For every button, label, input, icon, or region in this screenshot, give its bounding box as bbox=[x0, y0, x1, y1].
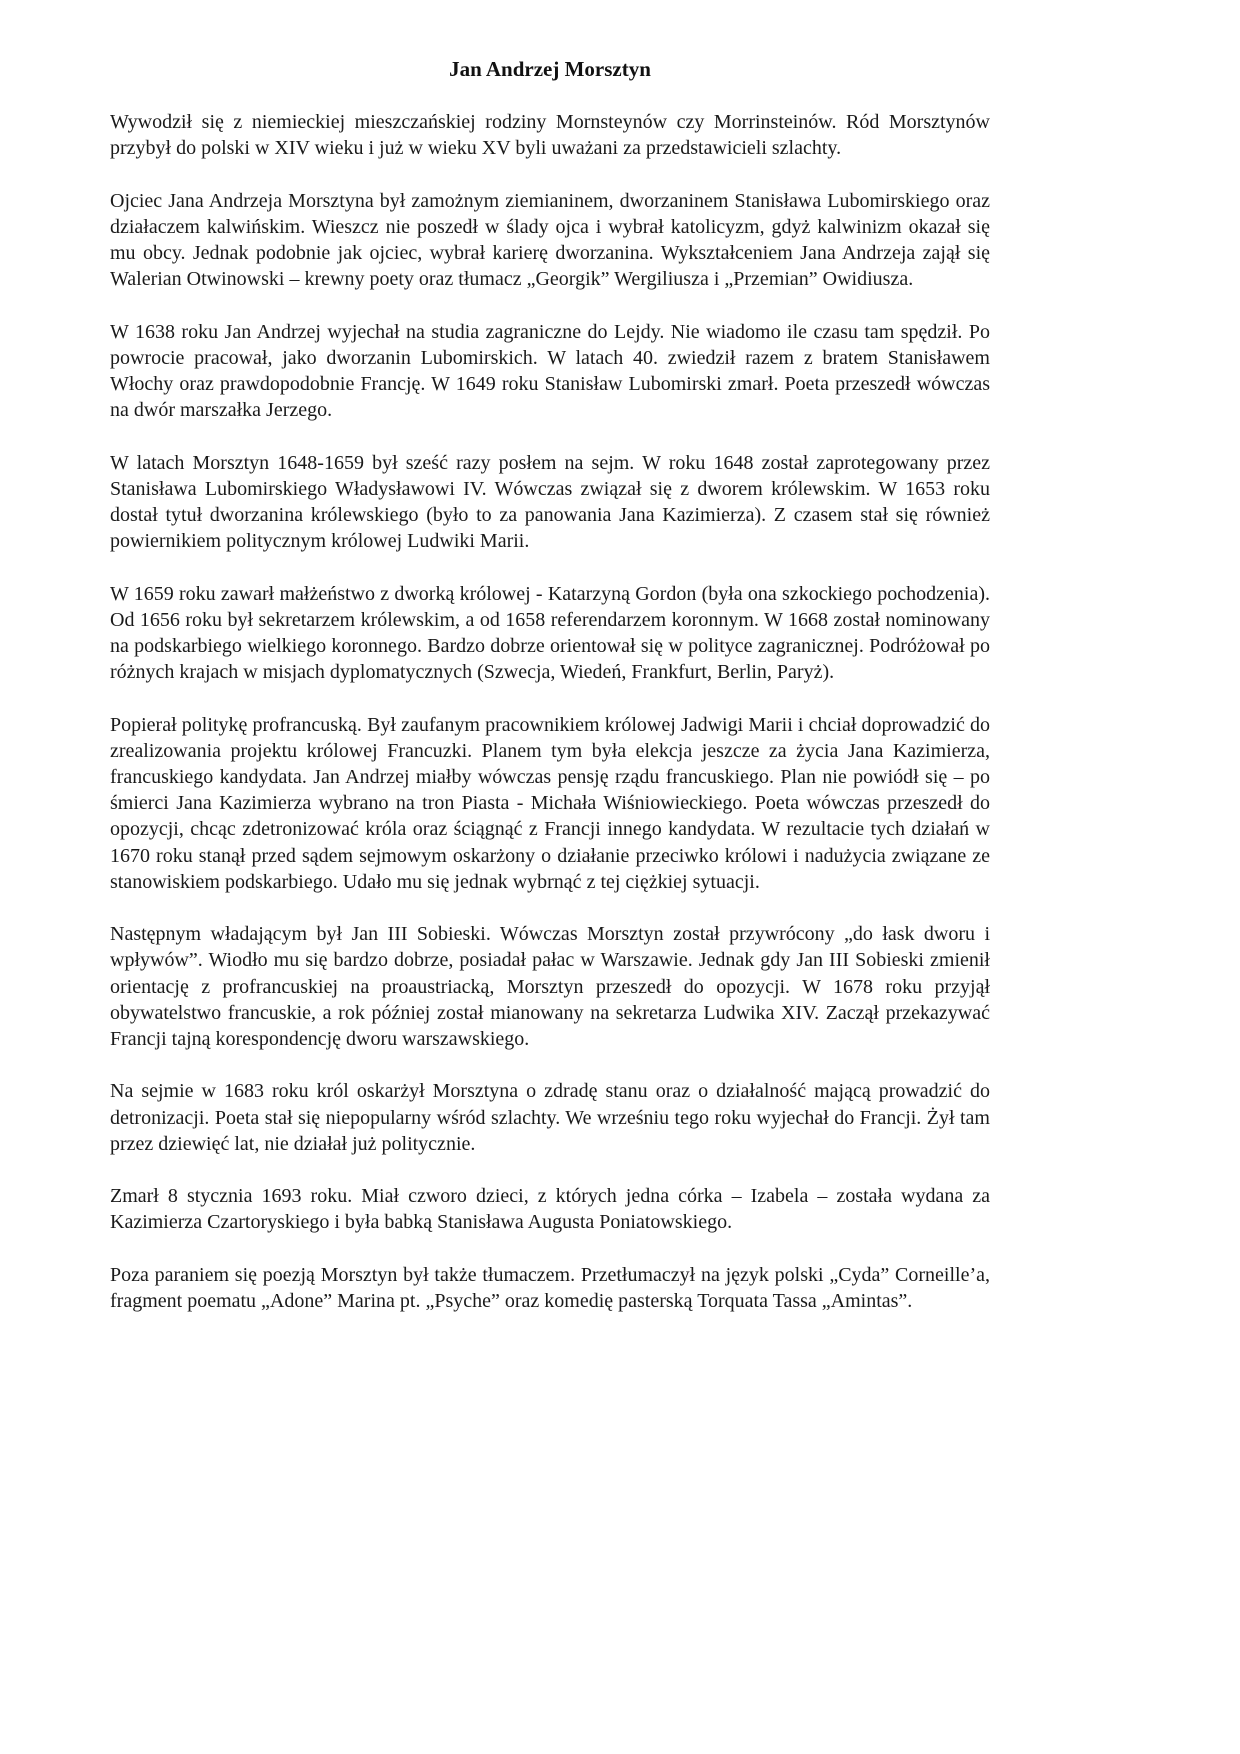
paragraph-treason: Na sejmie w 1683 roku król oskarżył Morsztyna o zdradę stanu oraz o działalność mającą prowadzić do detronizacji. Poeta stał się niepopularny wśród szlachty. We wrześniu tego roku wyjechał do Francji. Żył tam przez dziewięć lat, nie działał już politycznie. bbox=[110, 1080, 990, 1155]
paragraph-origins: Wywodził się z niemieckiej mieszczańskiej rodziny Mornsteynów czy Morrinsteinów. Ród Morsztynów przybył do polski w XIV wieku i już w wieku XV byli uważani za przedstawicieli szlachty. bbox=[110, 111, 990, 160]
paragraph-father: Ojciec Jana Andrzeja Morsztyna był zamożnym ziemianinem, dworzaninem Stanisława Lubomirskiego oraz działaczem kalwińskim. Wieszcz nie poszedł w ślady ojca i wybrał katolicyzm, gdyż kalwinizm okazał się mu obcy. Jednak podobnie jak ojciec, wybrał karierę dworzanina. Wykształceniem Jana Andrzeja zajął się Walerian Otwinowski – krewny poety oraz tłumacz „Georgik” Wergiliusza i „Przemian” Owidiusza. bbox=[110, 189, 990, 291]
paragraph-translations: Poza paraniem się poezją Morsztyn był także tłumaczem. Przetłumaczył na język polski „Cyda” Corneille’a, fragment poematu „Adone” Marina pt. „Psyche” oraz komedię pasterską Torquata Tassa „Amintas”. bbox=[110, 1263, 990, 1312]
paragraph-death: Zmarł 8 stycznia 1693 roku. Miał czworo dzieci, z których jedna córka – Izabela – została wydana za Kazimierza Czartoryskiego i była babką Stanisława Augusta Poniatowskiego. bbox=[110, 1185, 990, 1234]
paragraph-marriage: W 1659 roku zawarł małżeństwo z dworką królowej - Katarzyną Gordon (była ona szkockiego pochodzenia). Od 1656 roku był sekretarzem królewskim, a od 1658 referendarzem koronnym. W 1668 został nominowany na podskarbiego wielkiego koronnego. Bardzo dobrze orientował się w polityce zagranicznej. Podróżował po różnych krajach w misjach dyplomatycznych (Szwecja, Wiedeń, Frankfurt, Berlin, Paryż). bbox=[110, 582, 990, 684]
document-body bbox=[110, 109, 990, 1340]
paragraph-sobieski: Następnym władającym był Jan III Sobieski. Wówczas Morsztyn został przywrócony „do łask dworu i wpływów”. Wiodło mu się bardzo dobrze, posiadał pałac w Warszawie. Jednak gdy Jan III Sobieski zmienił orientację z profrancuskiej na proaustriacką, Morsztyn przeszedł do opozycji. W 1678 roku przyjął obywatelstwo francuskie, a rok później został mianowany na sekretarza Ludwika XIV. Zaczął przekazywać Francji tajną korespondencję dworu warszawskiego. bbox=[110, 923, 990, 1051]
paragraph-studies: W 1638 roku Jan Andrzej wyjechał na studia zagraniczne do Lejdy. Nie wiadomo ile czasu tam spędził. Po powrocie pracował, jako dworzanin Lubomirskich. W latach 40. zwiedził razem z bratem Stanisławem Włochy oraz prawdopodobnie Francję. W 1649 roku Stanisław Lubomirski zmarł. Poeta przeszedł wówczas na dwór marszałka Jerzego. bbox=[110, 320, 990, 422]
paragraph-sejm: W latach Morsztyn 1648-1659 był sześć razy posłem na sejm. W roku 1648 został zaprotegowany przez Stanisława Lubomirskiego Władysławowi IV. Wówczas związał się z dworem królewskim. W 1653 roku dostał tytuł dworzanina królewskiego (było to za panowania Jana Kazimierza). Z czasem stał się również powiernikiem politycznym królowej Ludwiki Marii. bbox=[110, 451, 990, 553]
document-title: Jan Andrzej Morsztyn bbox=[449, 57, 651, 81]
paragraph-politics: Popierał politykę profrancuską. Był zaufanym pracownikiem królowej Jadwigi Marii i chciał doprowadzić do zrealizowania projektu królowej Francuzki. Planem tym była elekcja jeszcze za życia Jana Kazimierza, francuskiego kandydata. Jan Andrzej miałby wówczas pensję rządu francuskiego. Plan nie powiódł się – po śmierci Jana Kazimierza wybrano na tron Piasta - Michała Wiśniowieckiego. Poeta wówczas przeszedł do opozycji, chcąc zdetronizować króla oraz ściągnąć z Francji innego kandydata. W rezultacie tych działań w 1670 roku stanął przed sądem sejmowym oskarżony o działanie przeciwko królowi i nadużycia związane ze stanowiskiem podskarbiego. Udało mu się jednak wybrnąć z tej ciężkiej sytuacji. bbox=[110, 713, 990, 893]
